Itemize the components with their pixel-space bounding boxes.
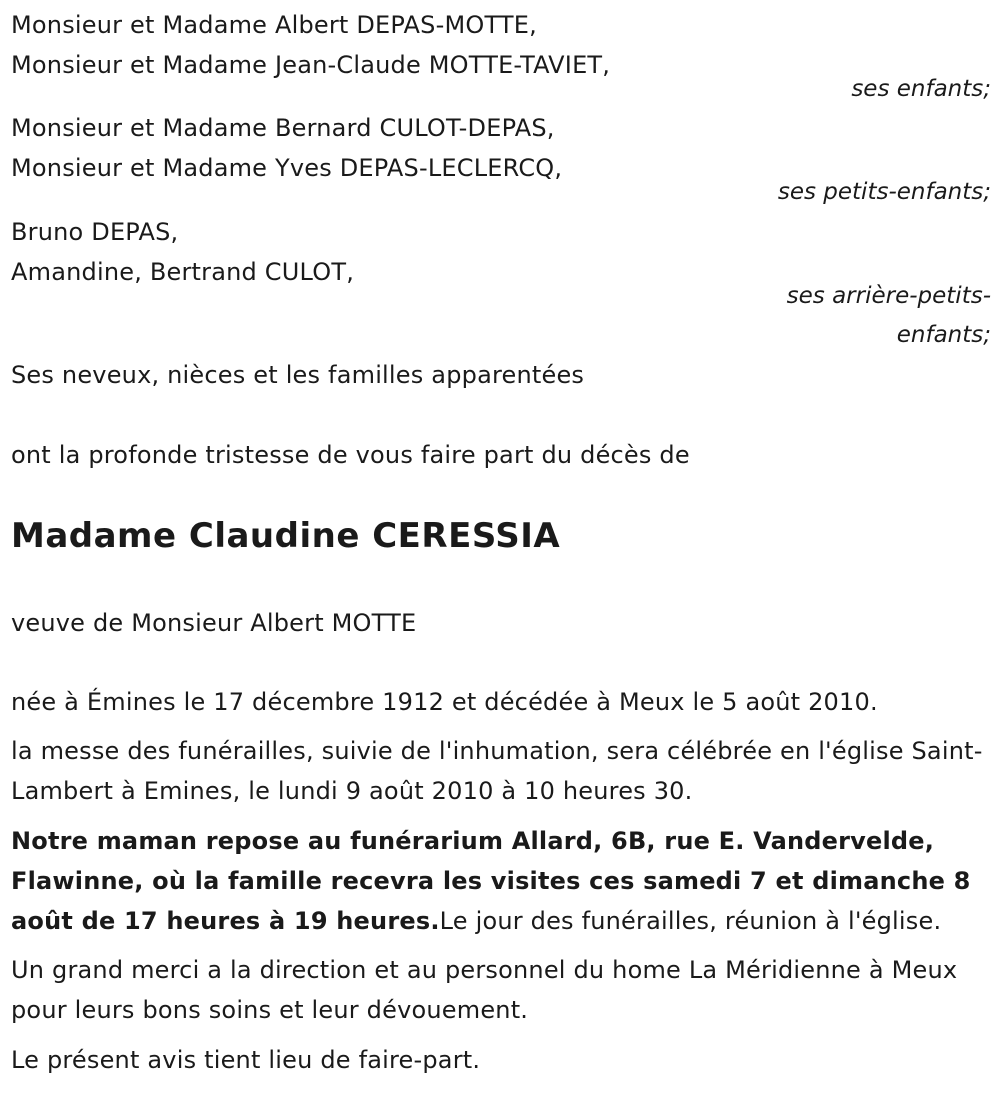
child-line-1: Monsieur et Madame Albert DEPAS-MOTTE, — [11, 11, 537, 39]
notice-line: Le présent avis tient lieu de faire-part. — [11, 1046, 481, 1074]
grandchild-line-1: Monsieur et Madame Bernard CULOT-DEPAS, — [11, 114, 555, 142]
thanks-paragraph: Un grand merci a la direction et au personnel du home La Méridienne à Meux pour leurs bons soins et leur dévouement. — [11, 956, 958, 1024]
birth-death-line: née à Émines le 17 décembre 1912 et décédée à Meux le 5 août 2010. — [11, 688, 878, 716]
grandchildren-role: ses petits-enfants; — [777, 179, 991, 205]
great-grandchild-line-2: Amandine, Bertrand CULOT, — [11, 258, 355, 286]
great-grandchild-line-1: Bruno DEPAS, — [11, 218, 179, 246]
great-grandchildren-role-line-2: enfants; — [896, 322, 991, 348]
widow-of-line: veuve de Monsieur Albert MOTTE — [11, 609, 417, 637]
visitation-bold-text: Notre maman repose au funérarium Allard, 6B, rue E. Vandervelde, Flawinne, où la famille recevra les visites ces samedi 7 et dimanche 8 août de 17 heures à 19 heures. — [11, 827, 971, 935]
relatives-line: Ses neveux, nièces et les familles apparentées — [11, 361, 585, 389]
grandchild-line-2: Monsieur et Madame Yves DEPAS-LECLERCQ, — [11, 154, 563, 182]
children-role: ses enfants; — [851, 76, 991, 102]
visitation-rest-text: Le jour des funérailles, réunion à l'église. — [439, 907, 942, 935]
child-line-2: Monsieur et Madame Jean-Claude MOTTE-TAVIET, — [11, 51, 611, 79]
mass-paragraph: la messe des funérailles, suivie de l'inhumation, sera célébrée en l'église Saint-Lambert à Emines, le lundi 9 août 2010 à 10 heures 30. — [11, 737, 983, 805]
announcement-line: ont la profonde tristesse de vous faire part du décès de — [11, 441, 690, 469]
visitation-paragraph — [11, 821, 991, 941]
deceased-name: Madame Claudine CERESSIA — [11, 516, 561, 556]
great-grandchildren-role-line-1: ses arrière-petits- — [786, 283, 991, 309]
